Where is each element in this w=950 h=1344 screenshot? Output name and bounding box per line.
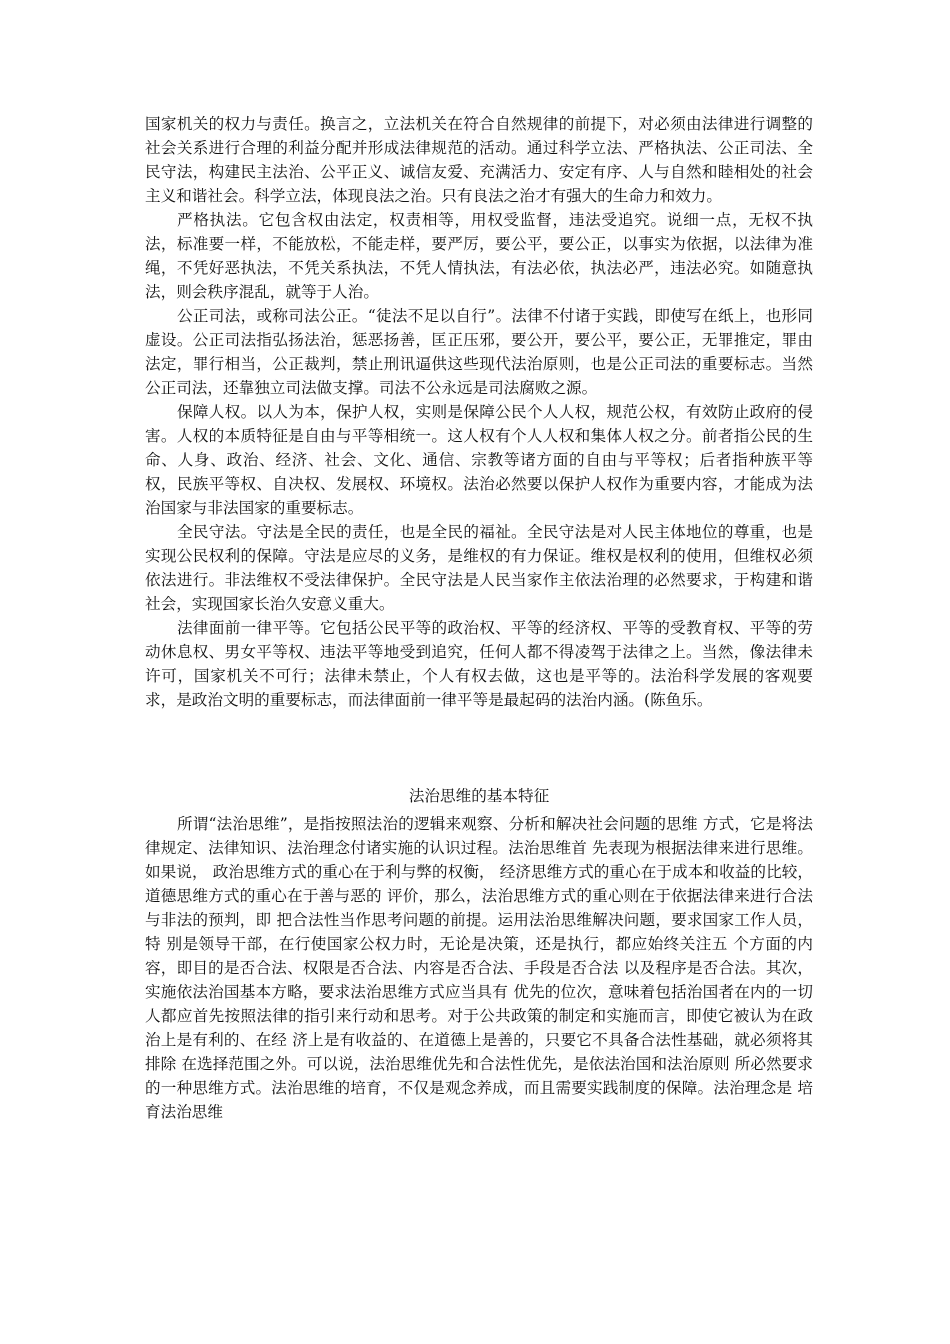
- document-page: [145, 112, 813, 1124]
- paragraph-equality-before-law: 法律面前一律平等。它包括公民平等的政治权、平等的经济权、平等的受教育权、平等的劳动休息权、男女平等权、违法平等地受到追究，任何人都不得凌驾于法律之上。当然，像法律未许可，国家机关不可行；法律未禁止，个人有权去做，这也是平等的。法治科学发展的客观要求，是政治文明的重要标志，而法律面前一律平等是最起码的法治内涵。(陈鱼乐。: [145, 619, 813, 709]
- paragraph-fair-justice: 公正司法，或称司法公正。“徒法不足以自行”。法律不付诸于实践，即使写在纸上，也形同虚设。公正司法指弘扬法治，惩恶扬善，匡正压邪，要公开，要公平，要公正，无罪推定，罪由法定，罪行相当，公正裁判，禁止刑讯逼供这些现代法治原则，也是公正司法的重要标志。当然公正司法，还靠独立司法做支撑。司法不公永远是司法腐败之源。: [145, 307, 813, 397]
- paragraph-rule-of-law-thinking: 所谓“法治思维”，是指按照法治的逻辑来观察、分析和解决社会问题的思维 方式，它是将法律规定、法律知识、法治理念付诸实施的认识过程。法治思维首 先表现为根据法律来进行思维。 如果说， 政治思维方式的重心在于利与弊的权衡， 经济思维方式的重心在于成本和收益的比较， 道德思维方式的重心在于善与恶的 评价，那么，法治思维方式的重心则在于依据法律来进行合法与非法的预判，即 把合法性当作思考问题的前提。运用法治思维解决问题，要求国家工作人员，特 别是领导干部，在行使国家公权力时，无论是决策，还是执行，都应始终关注五 个方面的内容，即目的是否合法、权限是否合法、内容是否合法、手段是否合法 以及程序是否合法。其次，实施依法治国基本方略，要求法治思维方式应当具有 优先的位次，意味着包括治国者在内的一切人都应首先按照法律的指引来行动和思考。对于公共政策的制定和实施而言，即使它被认为在政治上是有利的、在经 济上是有收益的、在道德上是善的，只要它不具备合法性基础，就必须将其排除 在选择范围之外。可以说，法治思维优先和合法性优先，是依法治国和法治原则 所必然要求的一种思维方式。法治思维的培育，不仅是观念养成，而且需要实践制度的保障。法治理念是 培育法治思维: [145, 815, 813, 1121]
- paragraph-strict-enforcement: 严格执法。它包含权由法定，权责相等，用权受监督，违法受追究。说细一点，无权不执法，标准要一样，不能放松，不能走样，要严厉，要公平，要公正，以事实为依据，以法律为准绳，不凭好恶执法，不凭关系执法，不凭人情执法，有法必依，执法必严，违法必究。如随意执法，则会秩序混乱，就等于人治。: [145, 211, 813, 301]
- section-spacer: [145, 712, 813, 784]
- section-title: 法治思维的基本特征: [408, 787, 550, 805]
- paragraph-law-abiding: 全民守法。守法是全民的责任，也是全民的福祉。全民守法是对人民主体地位的尊重，也是实现公民权利的保障。守法是应尽的义务，是维权的有力保证。维权是权利的使用，但维权必须依法进行。非法维权不受法律保护。全民守法是人民当家作主依法治理的必然要求，于构建和谐社会，实现国家长治久安意义重大。: [145, 523, 813, 613]
- paragraph-human-rights: 保障人权。以人为本，保护人权，实则是保障公民个人人权，规范公权，有效防止政府的侵害。人权的本质特征是自由与平等相统一。这人权有个人人权和集体人权之分。前者指公民的生命、人身、政治、经济、社会、文化、通信、宗教等诸方面的自由与平等权；后者指种族平等权，民族平等权、自决权、发展权、环境权。法治必然要以保护人权作为重要内容，才能成为法治国家与非法国家的重要标志。: [145, 403, 813, 517]
- paragraph-legislation-continued: 国家机关的权力与责任。换言之，立法机关在符合自然规律的前提下，对必须由法律进行调整的社会关系进行合理的利益分配并形成法律规范的活动。通过科学立法、严格执法、公正司法、全民守法，构建民主法治、公平正义、诚信友爱、充满活力、安定有序、人与自然和睦相处的社会主义和谐社会。科学立法，体现良法之治。只有良法之治才有强大的生命力和效力。: [145, 115, 813, 205]
